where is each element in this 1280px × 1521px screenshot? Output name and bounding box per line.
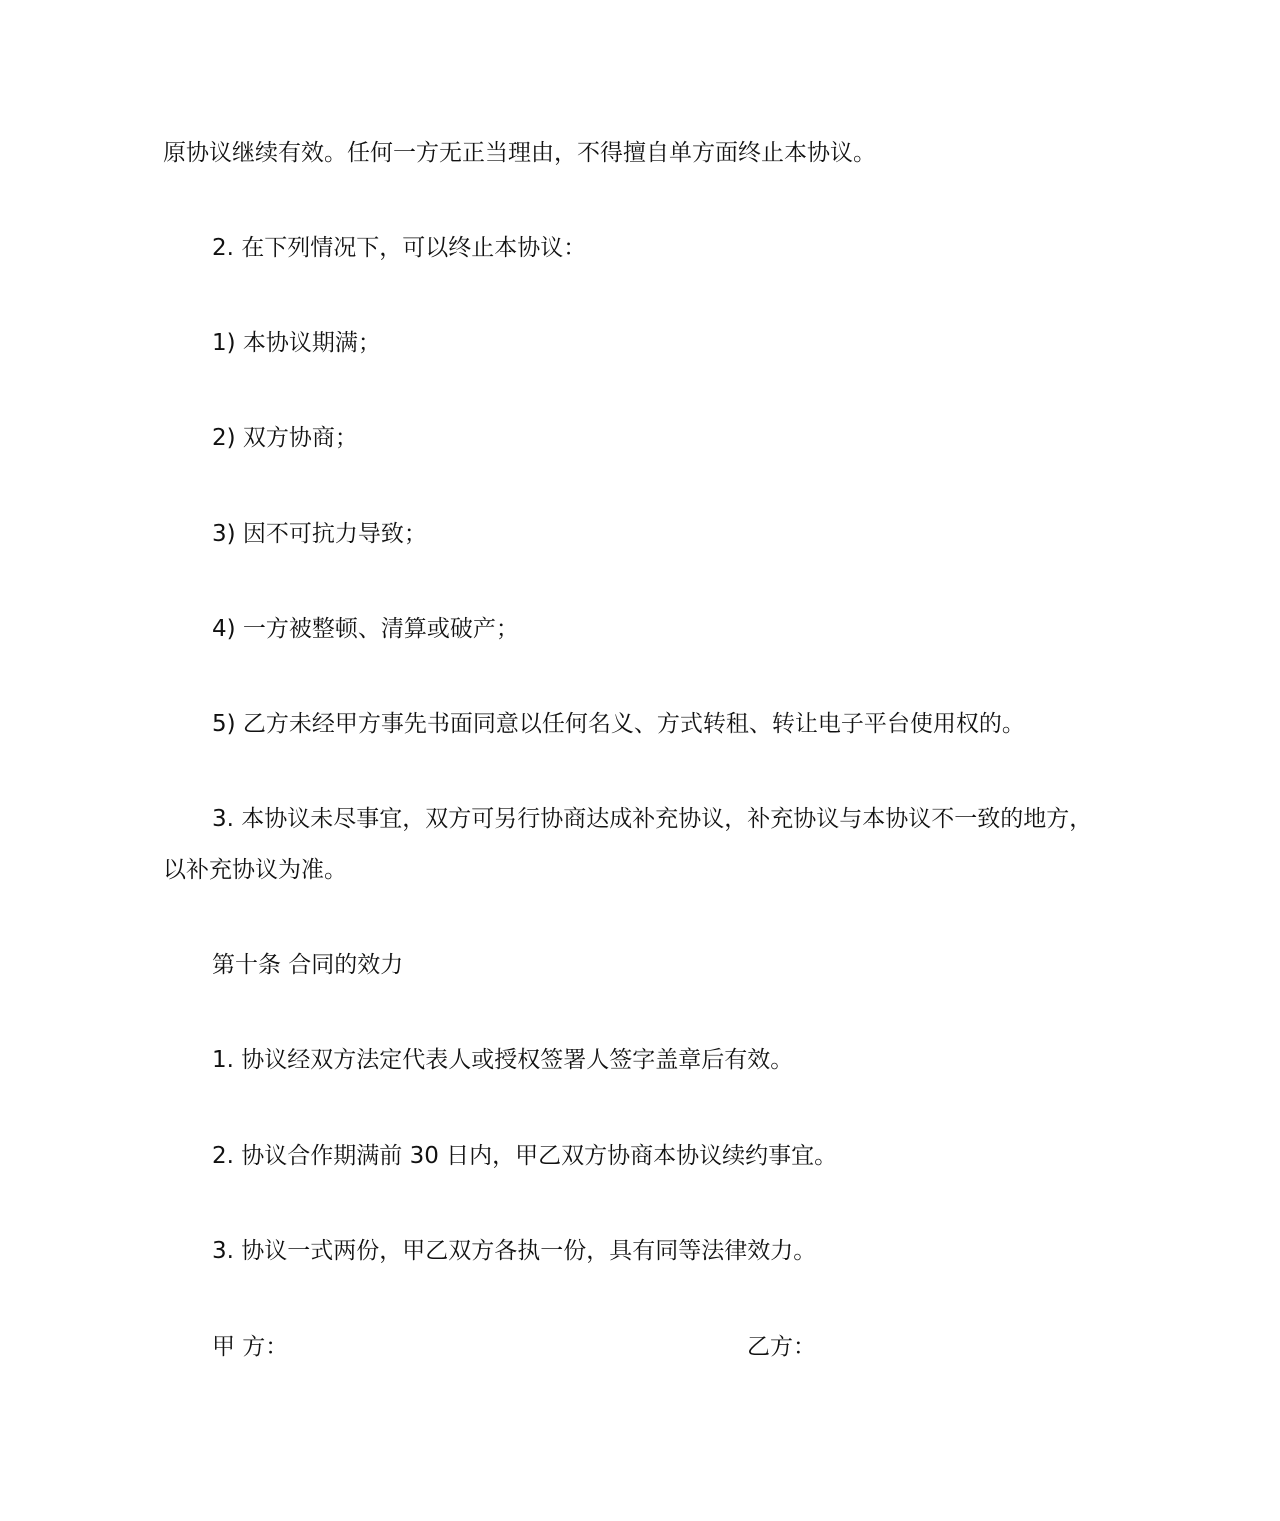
list-item: 4) 一方被整顿、清算或破产；	[212, 616, 519, 642]
clause-supplementary-agreement: 3. 本协议未尽事宜，双方可另行协商达成补充协议，补充协议与本协议不一致的地方，	[212, 806, 1093, 832]
list-item: 1) 本协议期满；	[212, 330, 381, 356]
list-item: 5) 乙方未经甲方事先书面同意以任何名义、方式转租、转让电子平台使用权的。	[212, 711, 1025, 737]
clause-effectiveness: 1. 协议经双方法定代表人或授权签署人签字盖章后有效。	[212, 1047, 794, 1073]
clause-renewal: 2. 协议合作期满前 30 日内，甲乙双方协商本协议续约事宜。	[212, 1143, 838, 1169]
party-a-signature-label: 甲 方：	[212, 1334, 289, 1360]
clause-supplementary-agreement-continued: 以补充协议为准。	[163, 857, 347, 883]
clause-termination-conditions: 2. 在下列情况下，可以终止本协议：	[212, 235, 587, 261]
list-item: 3) 因不可抗力导致；	[212, 521, 427, 547]
section-heading: 第十条 合同的效力	[212, 952, 404, 978]
list-item: 2) 双方协商；	[212, 425, 358, 451]
paragraph-continuation: 原协议继续有效。任何一方无正当理由，不得擅自单方面终止本协议。	[163, 140, 876, 166]
party-b-signature-label: 乙方：	[747, 1334, 816, 1360]
clause-copies: 3. 协议一式两份，甲乙双方各执一份，具有同等法律效力。	[212, 1238, 817, 1264]
